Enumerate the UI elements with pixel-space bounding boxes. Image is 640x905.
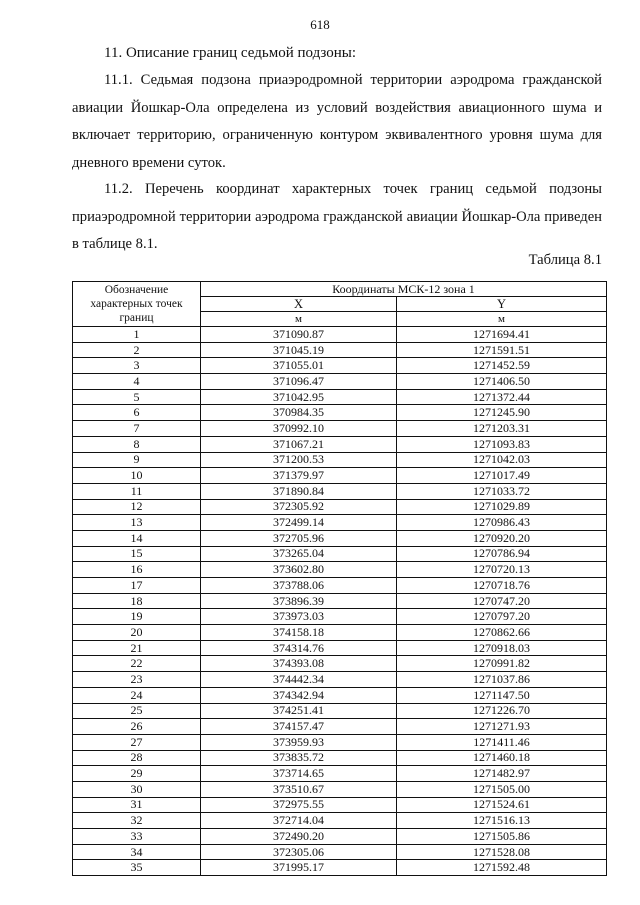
table-row xyxy=(73,844,607,860)
y-unit-header: м xyxy=(397,312,607,327)
table-row xyxy=(73,342,607,358)
point-number-cell: 31 xyxy=(73,797,201,813)
point-number-cell: 6 xyxy=(73,405,201,421)
point-number-cell: 10 xyxy=(73,468,201,484)
table-caption: Таблица 8.1 xyxy=(528,252,602,268)
point-number-cell: 14 xyxy=(73,530,201,546)
point-number-cell: 3 xyxy=(73,358,201,374)
table-row xyxy=(73,546,607,562)
y-coordinate-cell: 1271516.13 xyxy=(397,813,607,829)
y-coordinate-cell: 1271460.18 xyxy=(397,750,607,766)
x-coordinate-cell: 374314.76 xyxy=(201,640,397,656)
y-coordinate-cell: 1271452.59 xyxy=(397,358,607,374)
y-coordinate-cell: 1271029.89 xyxy=(397,499,607,515)
point-number-cell: 30 xyxy=(73,781,201,797)
x-coordinate-cell: 372305.06 xyxy=(201,844,397,860)
table-row xyxy=(73,562,607,578)
y-coordinate-cell: 1270920.20 xyxy=(397,530,607,546)
section-heading: 11. Описание границ седьмой подзоны: xyxy=(104,45,356,61)
x-coordinate-cell: 374342.94 xyxy=(201,687,397,703)
y-coordinate-cell: 1271372.44 xyxy=(397,389,607,405)
y-coordinate-cell: 1271042.03 xyxy=(397,452,607,468)
table-row xyxy=(73,766,607,782)
y-coordinate-cell: 1271592.48 xyxy=(397,860,607,876)
point-number-cell: 12 xyxy=(73,499,201,515)
y-coordinate-cell: 1270720.13 xyxy=(397,562,607,578)
y-coordinate-cell: 1271203.31 xyxy=(397,421,607,437)
x-coordinate-cell: 371379.97 xyxy=(201,468,397,484)
coordinates-group-header: Координаты МСК-12 зона 1 xyxy=(201,282,607,297)
table-header xyxy=(73,282,607,327)
y-coordinate-cell: 1270747.20 xyxy=(397,593,607,609)
x-coordinate-cell: 370984.35 xyxy=(201,405,397,421)
table-row xyxy=(73,515,607,531)
table-body xyxy=(73,327,607,876)
x-coordinate-cell: 374251.41 xyxy=(201,703,397,719)
y-coordinate-cell: 1271271.93 xyxy=(397,719,607,735)
table-row xyxy=(73,452,607,468)
y-coordinate-cell: 1271411.46 xyxy=(397,734,607,750)
table-row xyxy=(73,625,607,641)
y-coordinate-cell: 1271528.08 xyxy=(397,844,607,860)
table-row xyxy=(73,656,607,672)
point-number-cell: 32 xyxy=(73,813,201,829)
x-column-header: X xyxy=(201,297,397,312)
table-row xyxy=(73,327,607,343)
point-number-cell: 23 xyxy=(73,672,201,688)
table-row xyxy=(73,374,607,390)
x-coordinate-cell: 374393.08 xyxy=(201,656,397,672)
point-number-cell: 19 xyxy=(73,609,201,625)
x-coordinate-cell: 373896.39 xyxy=(201,593,397,609)
x-coordinate-cell: 374442.34 xyxy=(201,672,397,688)
table-row xyxy=(73,734,607,750)
y-coordinate-cell: 1270991.82 xyxy=(397,656,607,672)
point-number-cell: 16 xyxy=(73,562,201,578)
y-coordinate-cell: 1271245.90 xyxy=(397,405,607,421)
x-coordinate-cell: 371096.47 xyxy=(201,374,397,390)
x-coordinate-cell: 373510.67 xyxy=(201,781,397,797)
table-row xyxy=(73,436,607,452)
x-coordinate-cell: 373602.80 xyxy=(201,562,397,578)
point-number-cell: 25 xyxy=(73,703,201,719)
point-number-cell: 4 xyxy=(73,374,201,390)
x-coordinate-cell: 373788.06 xyxy=(201,578,397,594)
x-coordinate-cell: 374158.18 xyxy=(201,625,397,641)
y-coordinate-cell: 1271524.61 xyxy=(397,797,607,813)
table-row xyxy=(73,829,607,845)
table-row xyxy=(73,687,607,703)
y-coordinate-cell: 1271406.50 xyxy=(397,374,607,390)
point-number-cell: 20 xyxy=(73,625,201,641)
point-number-cell: 29 xyxy=(73,766,201,782)
y-coordinate-cell: 1271505.00 xyxy=(397,781,607,797)
point-number-cell: 34 xyxy=(73,844,201,860)
y-coordinate-cell: 1270797.20 xyxy=(397,609,607,625)
x-coordinate-cell: 371200.53 xyxy=(201,452,397,468)
x-unit-header: м xyxy=(201,312,397,327)
point-number-cell: 18 xyxy=(73,593,201,609)
x-coordinate-cell: 372705.96 xyxy=(201,530,397,546)
point-number-cell: 11 xyxy=(73,483,201,499)
x-coordinate-cell: 372490.20 xyxy=(201,829,397,845)
table-row xyxy=(73,578,607,594)
table-row xyxy=(73,781,607,797)
x-coordinate-cell: 371995.17 xyxy=(201,860,397,876)
x-coordinate-cell: 371090.87 xyxy=(201,327,397,343)
table-row xyxy=(73,593,607,609)
x-coordinate-cell: 372714.04 xyxy=(201,813,397,829)
y-column-header: Y xyxy=(397,297,607,312)
point-number-cell: 5 xyxy=(73,389,201,405)
point-number-cell: 26 xyxy=(73,719,201,735)
coordinates-table xyxy=(72,281,607,876)
table-row xyxy=(73,405,607,421)
table-row xyxy=(73,421,607,437)
point-number-cell: 7 xyxy=(73,421,201,437)
point-number-cell: 15 xyxy=(73,546,201,562)
y-coordinate-cell: 1270718.76 xyxy=(397,578,607,594)
table-row xyxy=(73,703,607,719)
x-coordinate-cell: 373714.65 xyxy=(201,766,397,782)
point-number-cell: 2 xyxy=(73,342,201,358)
point-number-cell: 28 xyxy=(73,750,201,766)
point-number-cell: 33 xyxy=(73,829,201,845)
table-row xyxy=(73,358,607,374)
table-row xyxy=(73,483,607,499)
y-coordinate-cell: 1270786.94 xyxy=(397,546,607,562)
y-coordinate-cell: 1271093.83 xyxy=(397,436,607,452)
table-row xyxy=(73,719,607,735)
point-number-cell: 21 xyxy=(73,640,201,656)
table-row xyxy=(73,499,607,515)
point-number-cell: 22 xyxy=(73,656,201,672)
y-coordinate-cell: 1271505.86 xyxy=(397,829,607,845)
point-designation-header: Обозначение характерных точек границ xyxy=(73,282,201,327)
x-coordinate-cell: 371042.95 xyxy=(201,389,397,405)
x-coordinate-cell: 370992.10 xyxy=(201,421,397,437)
y-coordinate-cell: 1271694.41 xyxy=(397,327,607,343)
y-coordinate-cell: 1271037.86 xyxy=(397,672,607,688)
table-row xyxy=(73,750,607,766)
y-coordinate-cell: 1271226.70 xyxy=(397,703,607,719)
x-coordinate-cell: 371045.19 xyxy=(201,342,397,358)
point-number-cell: 17 xyxy=(73,578,201,594)
table-row xyxy=(73,640,607,656)
y-coordinate-cell: 1271482.97 xyxy=(397,766,607,782)
point-number-cell: 27 xyxy=(73,734,201,750)
x-coordinate-cell: 371055.01 xyxy=(201,358,397,374)
x-coordinate-cell: 373835.72 xyxy=(201,750,397,766)
x-coordinate-cell: 373973.03 xyxy=(201,609,397,625)
table-row xyxy=(73,530,607,546)
y-coordinate-cell: 1271147.50 xyxy=(397,687,607,703)
table-row xyxy=(73,813,607,829)
x-coordinate-cell: 372499.14 xyxy=(201,515,397,531)
table-row xyxy=(73,860,607,876)
point-number-cell: 24 xyxy=(73,687,201,703)
table-row xyxy=(73,609,607,625)
table-row xyxy=(73,672,607,688)
point-number-cell: 35 xyxy=(73,860,201,876)
page-number: 618 xyxy=(310,17,330,32)
y-coordinate-cell: 1270918.03 xyxy=(397,640,607,656)
x-coordinate-cell: 374157.47 xyxy=(201,719,397,735)
paragraph-subzone-description: 11.1. Седьмая подзона приаэродромной территории аэродрома гражданской авиации Йошкар-Ола определена из условий воздействия авиационного шума и включает территорию, ограниченную контуром эквивалентного уровня шума для дневного времени суток. xyxy=(72,72,602,171)
x-coordinate-cell: 371067.21 xyxy=(201,436,397,452)
x-coordinate-cell: 371890.84 xyxy=(201,483,397,499)
paragraph-coordinates-intro: 11.2. Перечень координат характерных точек границ седьмой подзоны приаэродромной территории аэродрома гражданской авиации Йошкар-Ола приведен в таблице 8.1. xyxy=(72,181,602,252)
y-coordinate-cell: 1271033.72 xyxy=(397,483,607,499)
table-row xyxy=(73,468,607,484)
x-coordinate-cell: 372305.92 xyxy=(201,499,397,515)
point-number-cell: 9 xyxy=(73,452,201,468)
y-coordinate-cell: 1270986.43 xyxy=(397,515,607,531)
point-number-cell: 1 xyxy=(73,327,201,343)
y-coordinate-cell: 1270862.66 xyxy=(397,625,607,641)
table-row xyxy=(73,389,607,405)
x-coordinate-cell: 373959.93 xyxy=(201,734,397,750)
point-number-cell: 13 xyxy=(73,515,201,531)
x-coordinate-cell: 373265.04 xyxy=(201,546,397,562)
table-row xyxy=(73,797,607,813)
x-coordinate-cell: 372975.55 xyxy=(201,797,397,813)
point-number-cell: 8 xyxy=(73,436,201,452)
y-coordinate-cell: 1271591.51 xyxy=(397,342,607,358)
y-coordinate-cell: 1271017.49 xyxy=(397,468,607,484)
